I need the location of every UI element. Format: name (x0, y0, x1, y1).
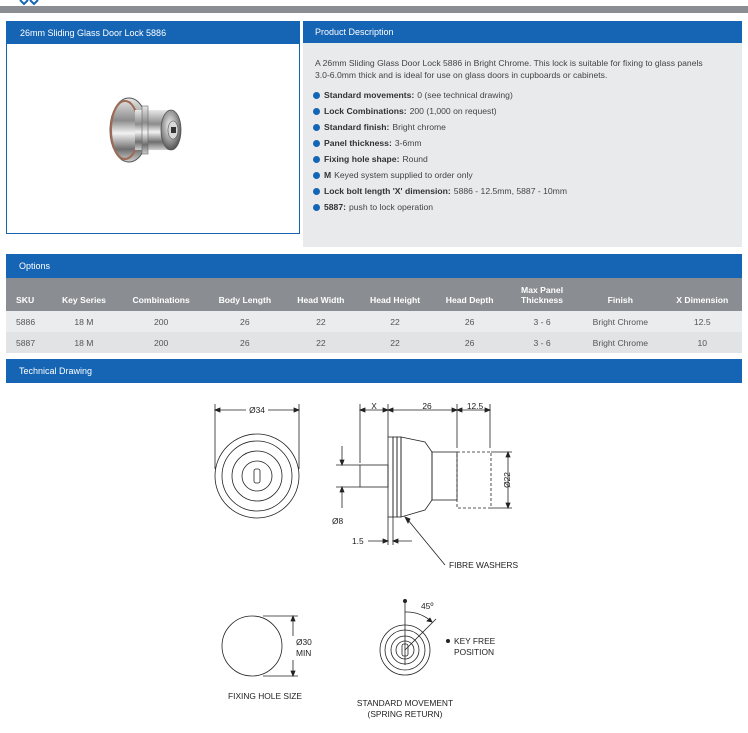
bullet-icon (313, 140, 320, 147)
options-heading: Options (6, 254, 742, 278)
spec-item: Panel thickness: 3-6mm (313, 135, 732, 151)
col-max-panel-thickness: Max Panel Thickness (521, 285, 564, 305)
label-dia8: Ø8 (332, 516, 344, 526)
table-row (6, 332, 742, 353)
col-sku: SKU (16, 295, 35, 305)
technical-heading: Technical Drawing (6, 359, 742, 383)
col-head-depth: Head Depth (445, 295, 494, 305)
top-strip (0, 6, 748, 13)
label-position: POSITION (454, 647, 495, 657)
cell-head-height: 22 (390, 316, 400, 327)
cell-finish: Bright Chrome (592, 316, 649, 327)
description-heading: Product Description (303, 21, 742, 43)
cell-sku: 5886 (16, 316, 36, 327)
cell-key-series: 18 M (74, 316, 94, 327)
cell-finish: Bright Chrome (592, 337, 649, 348)
cell-body-length: 26 (240, 337, 250, 348)
cell-head-width: 22 (316, 316, 326, 327)
cell-sku: 5887 (16, 337, 36, 348)
cell-body-length: 26 (240, 316, 250, 327)
product-image-panel (6, 21, 300, 234)
cell-head-depth: 26 (464, 316, 475, 327)
bullet-icon (313, 108, 320, 115)
cell-head-height: 22 (390, 337, 400, 348)
cell-head-depth: 26 (464, 337, 475, 348)
bullet-icon (313, 172, 320, 179)
product-description-panel (303, 21, 742, 247)
col-combinations: Combinations (132, 295, 190, 305)
spec-item: 5887: push to lock operation (313, 199, 732, 215)
spec-item: Fixing hole shape: Round (313, 151, 732, 167)
col-head-width: Head Width (297, 295, 345, 305)
label-45: 45º (421, 601, 434, 611)
col-x-dimension: X Dimension (676, 295, 729, 305)
cell-combinations: 200 (153, 337, 169, 348)
label-dia22: Ø22 (502, 472, 512, 488)
options-table (6, 278, 742, 353)
bullet-icon (313, 156, 320, 163)
bullet-icon (313, 92, 320, 99)
label-standard-movement: STANDARD MOVEMENT (356, 698, 454, 708)
description-text: A 26mm Sliding Glass Door Lock 5886 in Bright Chrome. This lock is suitable for fixing to glass panels 3.0-6.0mm thick and is ideal for use on glass doors in cupboards or cabinets. (315, 58, 703, 80)
product-title: 26mm Sliding Glass Door Lock 5886 (7, 22, 299, 44)
label-dia30: Ø30 (296, 637, 312, 647)
label-26: 26 (422, 401, 432, 411)
bullet-icon (313, 204, 320, 211)
spec-item: M Keyed system supplied to order only (313, 167, 732, 183)
product-photo (7, 44, 299, 233)
col-body-length: Body Length (218, 295, 272, 305)
table-row (6, 311, 742, 332)
label-spring-return: (SPRING RETURN) (367, 709, 443, 719)
bullet-icon (313, 188, 320, 195)
col-key-series: Key Series (61, 295, 106, 305)
spec-item: Standard movements: 0 (see technical drawing) (313, 87, 732, 103)
label-key-free: KEY FREE (454, 636, 496, 646)
cell-x-dimension: 12.5 (693, 316, 711, 327)
cell-max-panel: 3 - 6 (533, 316, 551, 327)
cell-max-panel: 3 - 6 (533, 337, 551, 348)
table-header-row (6, 278, 742, 311)
cell-key-series: 18 M (74, 337, 94, 348)
technical-drawing (0, 384, 748, 729)
cell-combinations: 200 (153, 316, 169, 327)
label-12-5: 12.5 (466, 401, 484, 411)
spec-item: Lock Combinations: 200 (1,000 on request) (313, 103, 732, 119)
cell-head-width: 22 (316, 337, 326, 348)
label-dia34: Ø34 (249, 405, 265, 415)
label-min: MIN (296, 648, 312, 658)
spec-item: Standard finish: Bright chrome (313, 119, 732, 135)
top-bar (0, 0, 748, 14)
label-fixing-hole-size: FIXING HOLE SIZE (228, 691, 302, 701)
spec-list (303, 81, 742, 215)
label-1-5: 1.5 (352, 536, 364, 546)
label-fibre-washers: FIBRE WASHERS (449, 560, 519, 570)
col-finish: Finish (607, 295, 633, 305)
col-head-height: Head Height (369, 295, 421, 305)
bullet-icon (313, 124, 320, 131)
cell-x-dimension: 10 (697, 337, 708, 348)
spec-item: Lock bolt length 'X' dimension: 5886 - 12.5mm, 5887 - 10mm (313, 183, 732, 199)
label-x: X (371, 401, 377, 411)
